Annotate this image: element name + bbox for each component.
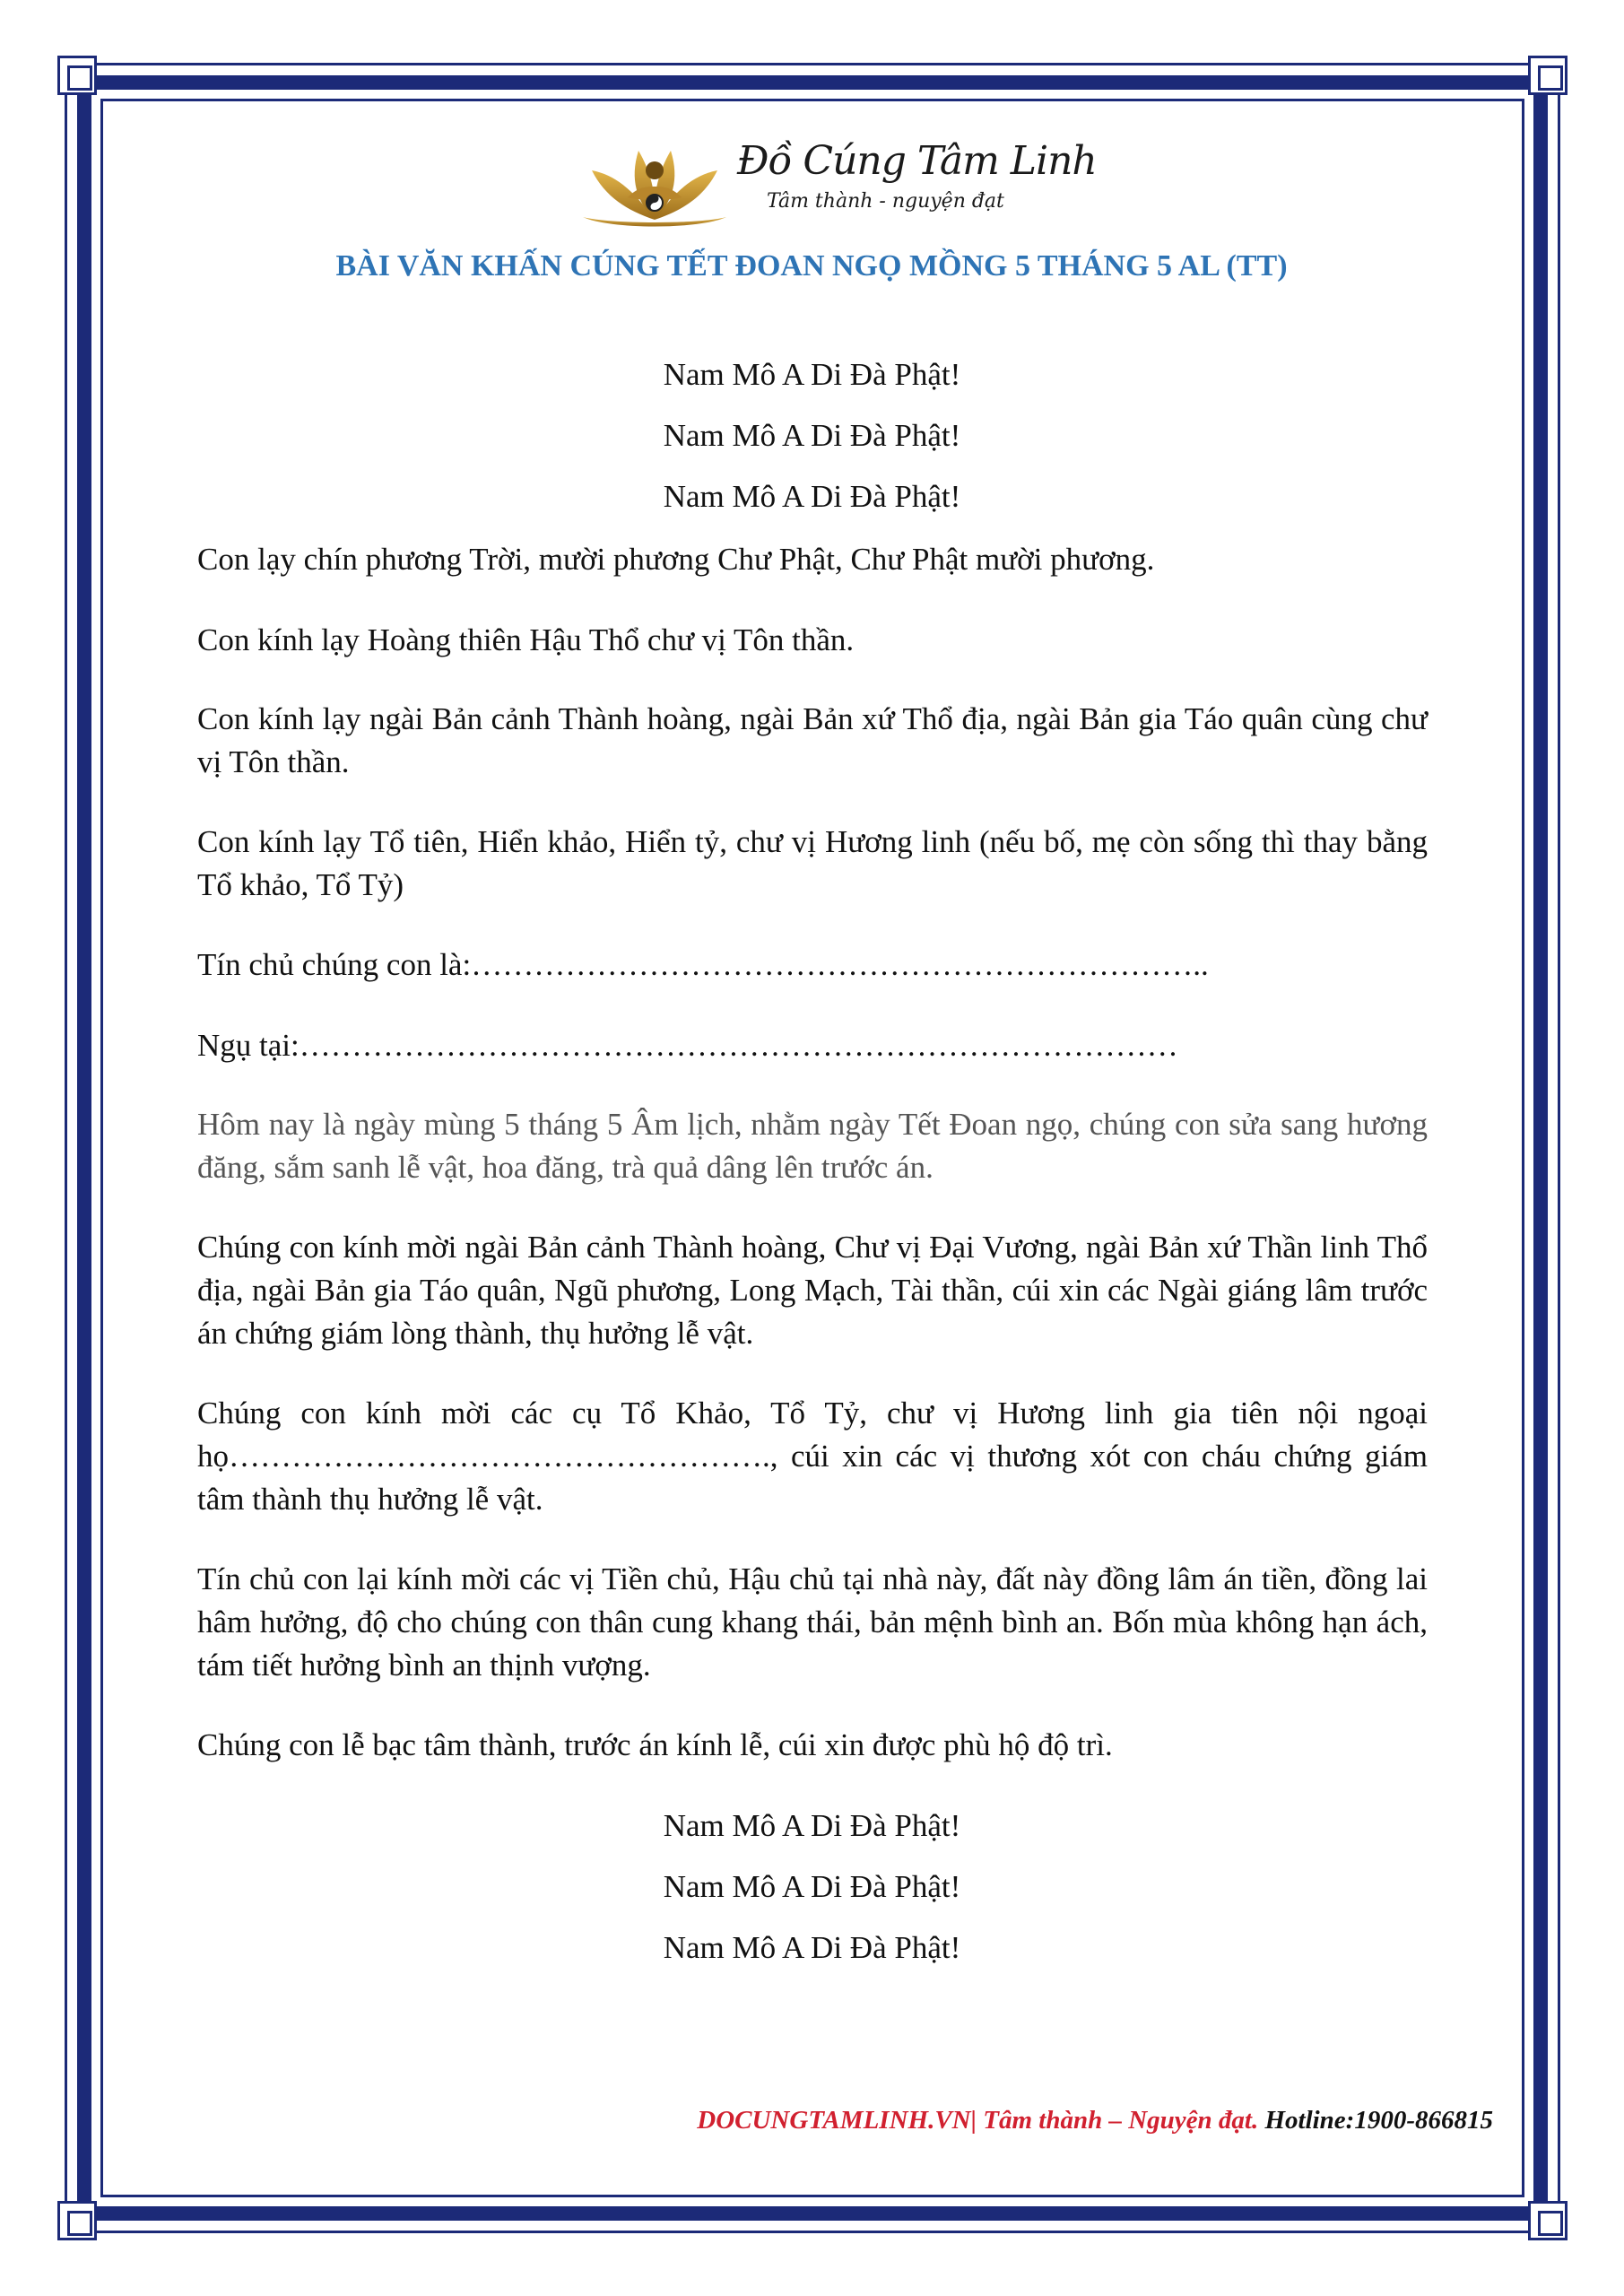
brand-slogan: Tâm thành - nguyện đạt bbox=[767, 190, 1004, 213]
opening-prayer-line: Nam Mô A Di Đà Phật! bbox=[663, 418, 961, 453]
closing-prayer-line: Nam Mô A Di Đà Phật! bbox=[663, 1930, 961, 1965]
paragraph-occasion: Hôm nay là ngày mùng 5 tháng 5 Âm lịch, nhằm ngày Tết Đoan ngọ, chúng con sửa sang hương đăng, sắm sanh lễ vật, hoa đăng, trà quả dâng lên trước án. bbox=[197, 1107, 1428, 1185]
frame-corner-top-left bbox=[57, 56, 97, 95]
frame-corner-top-right bbox=[1528, 56, 1568, 95]
paragraph-devotee-name: Tín chủ chúng con là:…………………………………………………………….. bbox=[197, 947, 1209, 982]
paragraph-invite-deities: Chúng con kính mời ngài Bản cảnh Thành hoàng, Chư vị Đại Vương, ngài Bản xứ Thần linh Thổ địa, ngài Bản gia Táo quân, Ngũ phương, Long Mạch, Tài thần, cúi xin các Ngài giáng lâm trước án chứng giám lòng thành, thụ hưởng lễ vật. bbox=[197, 1230, 1428, 1351]
paragraph-invocation-ancestors: Con kính lạy Tổ tiên, Hiển khảo, Hiển tỷ, chư vị Hương linh (nếu bố, mẹ còn sống thì thay bằng Tổ khảo, Tổ Tỷ) bbox=[197, 824, 1428, 902]
paragraph-invocation-local-deities: Con kính lạy ngài Bản cảnh Thành hoàng, ngài Bản xứ Thổ địa, ngài Bản gia Táo quân cùng chư vị Tôn thần. bbox=[197, 701, 1428, 779]
footer-contact bbox=[697, 2106, 1493, 2135]
lotus-icon bbox=[574, 135, 735, 233]
paragraph-invocation-earth: Con kính lạy Hoàng thiên Hậu Thổ chư vị Tôn thần. bbox=[197, 622, 855, 657]
frame-corner-bottom-right bbox=[1528, 2201, 1568, 2240]
closing-prayer-line: Nam Mô A Di Đà Phật! bbox=[663, 1869, 961, 1904]
paragraph-closing-request: Chúng con lễ bạc tâm thành, trước án kính lễ, cúi xin được phù hộ độ trì. bbox=[197, 1727, 1113, 1762]
brand-name: Đồ Cúng Tâm Linh bbox=[737, 138, 1097, 184]
paragraph-address: Ngụ tại:………………………………………………………………………… bbox=[197, 1028, 1178, 1063]
paragraph-invocation-heaven: Con lạy chín phương Trời, mười phương Chư Phật, Chư Phật mười phương. bbox=[197, 542, 1155, 577]
document-title: BÀI VĂN KHẤN CÚNG TẾT ĐOAN NGỌ MỒNG 5 THÁNG 5 AL (TT) bbox=[335, 249, 1288, 283]
paragraph-invite-former-owners: Tín chủ con lại kính mời các vị Tiền chủ, Hậu chủ tại nhà này, đất này đồng lâm án tiền, đồng lai hâm hưởng, độ cho chúng con thân cung khang thái, bản mệnh bình an. Bốn mùa không hạn ách, tám tiết hưởng bình an thịnh vượng. bbox=[197, 1561, 1428, 1683]
opening-prayer-line: Nam Mô A Di Đà Phật! bbox=[663, 479, 961, 514]
brand-logo bbox=[574, 135, 1097, 233]
footer-website-link[interactable]: DOCUNGTAMLINH.VN| Tâm thành – Nguyện đạt. bbox=[697, 2106, 1259, 2135]
closing-prayer-line: Nam Mô A Di Đà Phật! bbox=[663, 1808, 961, 1843]
footer-hotline[interactable]: Hotline:1900-866815 bbox=[1258, 2106, 1493, 2135]
opening-prayer-line: Nam Mô A Di Đà Phật! bbox=[663, 357, 961, 392]
paragraph-invite-ancestors: Chúng con kính mời các cụ Tổ Khảo, Tổ Tỷ, chư vị Hương linh gia tiên nội ngoại họ……………………………………………., cúi xin các vị thương xót con cháu chứng giám tâm thành thụ hưởng lễ vật. bbox=[197, 1396, 1428, 1517]
frame-corner-bottom-left bbox=[57, 2201, 97, 2240]
